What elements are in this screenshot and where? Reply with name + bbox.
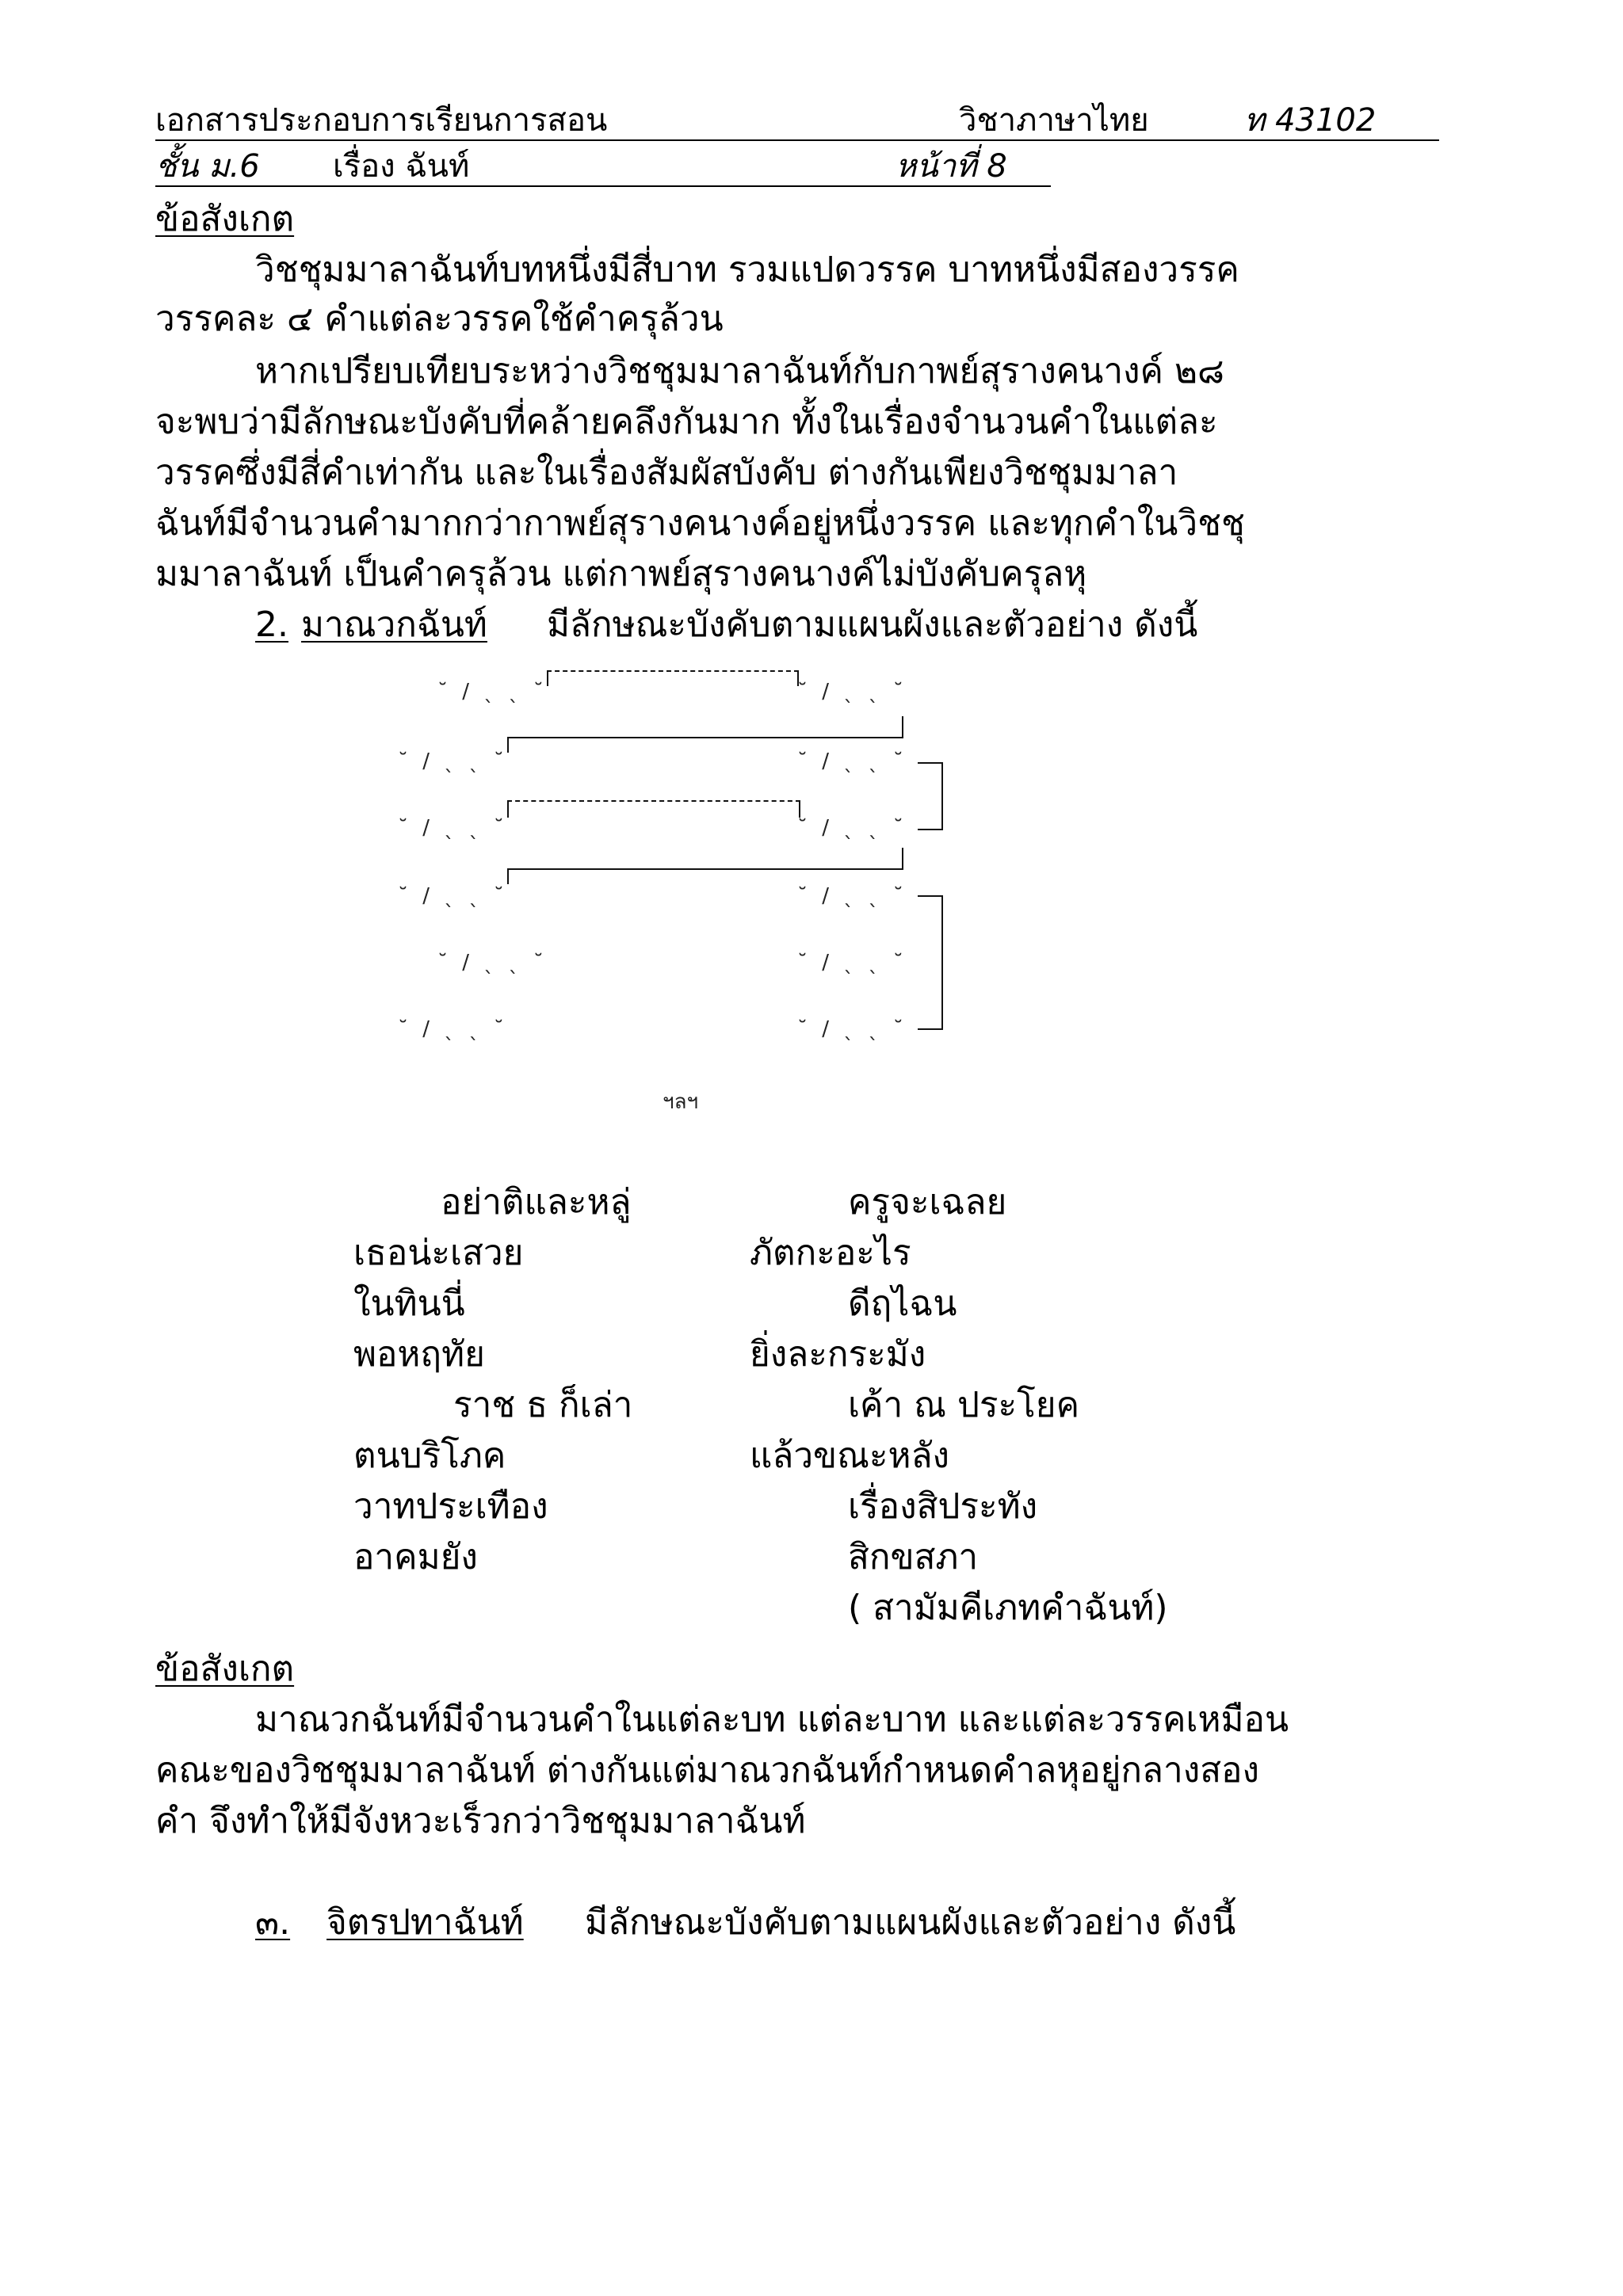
section-description: มีลักษณะบังคับตามแผนผังและตัวอย่าง ดังนี้ xyxy=(585,1902,1236,1943)
section-description: มีลักษณะบังคับตามแผนผังและตัวอย่าง ดังนี้ xyxy=(547,605,1198,645)
rhyme-link-tick xyxy=(547,670,548,686)
poem-line: ครูจะเฉลย xyxy=(848,1182,1007,1222)
paragraph-line: หากเปรียบเทียบระหว่างวิชชุมมาลาฉันท์กับกาพย์สุรางคนางค์ ๒๘ xyxy=(255,351,1224,391)
header-rule-1 xyxy=(155,139,1439,141)
rhyme-link-tick xyxy=(507,868,509,884)
poem-line: เค้า ณ ประโยค xyxy=(848,1385,1080,1425)
schema-right-2: ˘ / ˎ ˎ ˘ xyxy=(797,749,907,773)
subject-label: วิชาภาษาไทย xyxy=(959,102,1149,139)
paragraph-line: วิชชุมมาลาฉันท์บทหนึ่งมีสี่บาท รวมแปดวรรค บาทหนึ่งมีสองวรรค xyxy=(255,250,1239,290)
rhyme-link-dashed xyxy=(507,800,800,802)
rhyme-link-tick xyxy=(507,800,509,818)
section-name: มาณวกฉันท์ xyxy=(301,605,487,645)
etc-mark: ฯลฯ xyxy=(663,1090,699,1114)
paragraph-line: มมาลาฉันท์ เป็นคำครุล้วน แต่กาพย์สุรางคนางค์ไม่บังคับครุลหุ xyxy=(155,554,1087,594)
course-code: ท 43102 xyxy=(1244,102,1377,139)
poem-line: ยิ่งละกระมัง xyxy=(750,1334,926,1375)
rhyme-bracket xyxy=(941,762,943,830)
schema-right-4: ˘ / ˎ ˎ ˘ xyxy=(797,884,907,908)
schema-left-5: ˘ / ˎ ˎ ˘ xyxy=(437,951,548,974)
rhyme-link-solid xyxy=(507,868,903,870)
rhyme-link-dashed xyxy=(547,670,799,672)
schema-left-3: ˘ / ˎ ˎ ˘ xyxy=(398,816,508,840)
paragraph-line: วรรคละ ๔ คำแต่ละวรรคใช้คำครุล้วน xyxy=(155,299,724,339)
schema-left-1: ˘ / ˎ ˎ ˘ xyxy=(437,680,548,704)
section-name: จิตรปทาฉันท์ xyxy=(327,1902,524,1943)
schema-left-6: ˘ / ˎ ˎ ˘ xyxy=(398,1017,508,1041)
poem-line: ราช ธ ก็เล่า xyxy=(453,1385,633,1425)
schema-left-2: ˘ / ˎ ˎ ˘ xyxy=(398,749,508,773)
rhyme-bracket xyxy=(941,895,943,1030)
schema-left-4: ˘ / ˎ ˎ ˘ xyxy=(398,884,508,908)
doc-title: เอกสารประกอบการเรียนการสอน xyxy=(155,102,608,139)
paragraph-line: คณะของวิชชุมมาลาฉันท์ ต่างกันแต่มาณวกฉันท์กำหนดคำลหุอยู่กลางสอง xyxy=(155,1750,1259,1791)
poem-line: อาคมยัง xyxy=(353,1537,478,1577)
poem-source: ( สามัมคีเภทคำฉันท์) xyxy=(848,1588,1168,1628)
observation-heading: ข้อสังเกต xyxy=(155,199,295,239)
section-number: ๓. xyxy=(255,1902,291,1943)
topic-label: เรื่อง ฉันท์ xyxy=(333,148,470,185)
poem-line: ดีฤไฉน xyxy=(848,1283,957,1324)
rhyme-bracket xyxy=(918,895,943,897)
page-number: หน้าที่ 8 xyxy=(896,148,1007,185)
rhyme-bracket xyxy=(918,829,943,830)
rhyme-bracket xyxy=(918,762,943,764)
poem-line: พอหฤทัย xyxy=(353,1334,485,1375)
schema-right-5: ˘ / ˎ ˎ ˘ xyxy=(797,951,907,974)
rhyme-bracket xyxy=(918,1028,943,1030)
paragraph-line: ฉันท์มีจำนวนคำมากกว่ากาพย์สุรางคนางค์อยู่หนึ่งวรรค และทุกคำในวิชชุ xyxy=(155,503,1245,543)
grade-label: ชั้น ม.6 xyxy=(155,148,260,185)
paragraph-line: วรรคซึ่งมีสี่คำเท่ากัน และในเรื่องสัมผัสบังคับ ต่างกันเพียงวิชชุมมาลา xyxy=(155,452,1178,493)
schema-right-6: ˘ / ˎ ˎ ˘ xyxy=(797,1017,907,1041)
section-number: 2. xyxy=(255,605,288,645)
paragraph-line: คำ จึงทำให้มีจังหวะเร็วกว่าวิชชุมมาลาฉันท์ xyxy=(155,1801,806,1841)
poem-line: ในทินนี่ xyxy=(353,1283,465,1324)
paragraph-line: มาณวกฉันท์มีจำนวนคำในแต่ละบท แต่ละบาท และแต่ละวรรคเหมือน xyxy=(255,1699,1289,1740)
header-rule-2 xyxy=(155,185,1051,187)
observation-heading: ข้อสังเกต xyxy=(155,1649,295,1689)
rhyme-link-tick xyxy=(902,716,903,738)
poem-line: อย่าติและหลู่ xyxy=(441,1182,632,1222)
rhyme-link-tick xyxy=(799,800,800,818)
schema-right-3: ˘ / ˎ ˎ ˘ xyxy=(797,816,907,840)
rhyme-link-tick xyxy=(902,848,903,870)
poem-line: ตนบริโภค xyxy=(353,1436,506,1476)
poem-line: วาทประเทือง xyxy=(353,1486,548,1527)
schema-right-1: ˘ / ˎ ˎ ˘ xyxy=(797,680,907,704)
rhyme-link-tick xyxy=(507,737,509,753)
rhyme-link-solid xyxy=(507,737,903,738)
poem-line: สิกขสภา xyxy=(848,1537,979,1577)
poem-line: เรื่องสิประทัง xyxy=(848,1486,1038,1527)
paragraph-line: จะพบว่ามีลักษณะบังคับที่คล้ายคลึงกันมาก ทั้งในเรื่องจำนวนคำในแต่ละ xyxy=(155,402,1218,442)
poem-line: แล้วขณะหลัง xyxy=(750,1436,950,1476)
poem-line: เธอน่ะเสวย xyxy=(353,1233,524,1273)
poem-line: ภัตกะอะไร xyxy=(750,1233,911,1273)
rhyme-link-tick xyxy=(797,670,799,686)
